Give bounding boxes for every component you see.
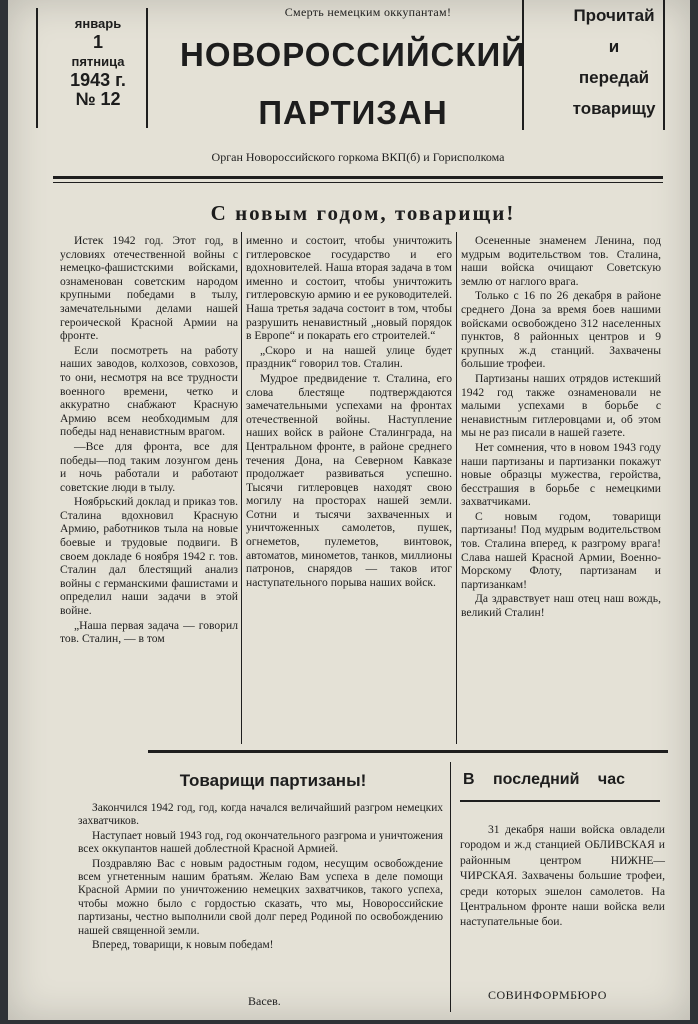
- date-day: 1: [92, 32, 103, 52]
- main-article-column-1: [60, 234, 238, 647]
- masthead-bottom-rule: [53, 176, 663, 179]
- paragraph: Партизаны наших отрядов истекший 1942 год также ознаменовали не малыми успехами в борьбе с ненавистным гитлеровцами и, об этом мы не раз писали в нашей газете.: [461, 371, 661, 440]
- organ-subtitle: Орган Новороссийского горкома ВКП(б) и Горисполкома: [211, 150, 505, 164]
- date-year: 1943 г.: [70, 70, 126, 90]
- masthead-bottom-rule-thin: [53, 182, 663, 183]
- main-article-column-3: [461, 234, 661, 621]
- paragraph: Поздравляю Вас с новым радостным годом, несущим освобождение всем угнетенным нашим братьям. Желаю Вам успеха в деле помощи Красной Армии по уничтожению немецких захватчиков, такого успеха, чтобы можно было с гордостью сказать, что мы, Новороссийские партизаны, честно выполнили свой долг перед Родиной по освобождению нашей священной земли.: [78, 857, 443, 937]
- newspaper-title-line1: НОВОРОССИЙСКИЙ: [180, 36, 526, 73]
- newspaper-page: [8, 0, 690, 1020]
- last-hour-headline: В последний час: [463, 771, 625, 788]
- paragraph: Наступает новый 1943 год, год окончательного разгрома и уничтожения всех оккупантов нашей доблестной Красной Армией.: [78, 829, 443, 856]
- paragraph: „Скоро и на нашей улице будет праздник“ говорил тов. Сталин.: [246, 343, 452, 371]
- paragraph: 31 декабря наши войска овладели городом и ж.д станцией ОБЛИВСКАЯ и районным центром НИЖНЕ—ЧИРСКАЯ. Захвачены большие трофеи, среди которых эшелон самолетов. На Центральном фронте наши войска вели наступательные бои.: [460, 823, 665, 929]
- paragraph: Истек 1942 год. Этот год, в условиях отечественной войны с немецко-фашистскими войсками, ознаменован советским народом крупными победами в тылу, замечательными делами нашей героической Красной Армии на фронте.: [60, 234, 238, 343]
- newspaper-title-line2: ПАРТИЗАН: [258, 94, 448, 131]
- date-month: январь: [74, 16, 122, 31]
- partisans-signature: Васев.: [248, 994, 281, 1008]
- pass-on-line4: товарищу: [572, 99, 656, 118]
- pass-on-line3: передай: [578, 68, 650, 87]
- date-block: [48, 14, 148, 109]
- section-rule: [148, 750, 668, 753]
- column-divider: [450, 762, 451, 1012]
- paragraph: Если посмотреть на работу наших заводов, колхозов, совхозов, то они, несмотря на все трудности военного времени, четко и аккуратно снабжают Красную Армию всем необходимым для победы над ненавистным врагом.: [60, 343, 238, 439]
- paragraph: Закончился 1942 год, год, когда начался величайший разгром немецких захватчиков.: [78, 802, 443, 828]
- column-divider: [241, 232, 242, 744]
- masthead-left-rule: [36, 8, 38, 128]
- paragraph: именно и состоит, чтобы уничтожить гитлеровское государство и его вдохновителей. Наша вторая задача в том именно и состоит, чтобы уничтожить гитлеровскую армию и ее руководителей. Наша третья задача состоит в том, чтобы разрушить ненавистный „новый порядок в Европе“ и покарать его строителей.“: [246, 234, 452, 343]
- column-divider: [456, 232, 457, 744]
- paragraph: С новым годом, товарищи партизаны! Под мудрым водительством тов. Сталина вперед, к разгрому врага! Слава нашей Красной Армии, Военно-Морскому Флоту, партизанам и партизанкам!: [461, 509, 661, 591]
- paragraph: Нет сомнения, что в новом 1943 году наши партизаны и партизанки покажут новые образцы мужества, геройства, бесстрашия в борьбе с немецкими захватчиками.: [461, 440, 661, 509]
- paragraph: „Наша первая задача — говорил тов. Сталин, — в том: [60, 618, 238, 646]
- last-hour-rule: [460, 800, 660, 802]
- paragraph: Ноябрьский доклад и приказ тов. Сталина вдохновил Красную Армию, работников тыла на новые боевые и трудовые подвиги. В своем докладе 6 ноября 1942 г. тов. Сталин дал блестящий анализ войны с германскими фашистами и определил наши задачи в этой войне.: [60, 495, 238, 618]
- partisans-headline: Товарищи партизаны!: [179, 771, 367, 790]
- paragraph: Да здравствует наш отец наш вождь, великий Сталин!: [461, 592, 661, 620]
- issue-number: № 12: [75, 89, 121, 109]
- paragraph: —Все для фронта, все для победы—под таким лозунгом день и ночь работали и работают советские люди в тылу.: [60, 439, 238, 494]
- pass-on-line2: и: [608, 37, 620, 56]
- main-article-column-2: [246, 234, 452, 590]
- paragraph: Мудрое предвидение т. Сталина, его слова блестяще подтверждаются замечательными успехами на фронтах отечественной войны. Наступление наших войск в районе Сталинграда, на Центральном фронте, в районе среднего течения Дона, на Северном Кавказе продолжает развиваться успешно. Тысячи гитлеровцев находят свою могилу на просторах нашей земли. Сотни и тысячи захваченных и уничтоженных самолетов, пушек, огнеметов, пулеметов, винтовок, автоматов, минометов, танков, миллионы патронов, снарядов — таков итог наступательного порыва наших войск.: [246, 371, 452, 589]
- partisans-article-body: [78, 802, 443, 953]
- date-weekday: пятница: [71, 54, 125, 69]
- motto: Смерть немецким оккупантам!: [284, 5, 452, 19]
- last-hour-signature: СОВИНФОРМБЮРО: [488, 988, 607, 1002]
- paragraph: Только с 16 по 26 декабря в районе среднего Дона за время боев нашими войсками освобождено 312 населенных пунктов, 8 районных центров и 9 крупных ж.д станций. Захвачены большие трофеи.: [461, 289, 661, 371]
- last-hour-body: [460, 822, 665, 931]
- pass-on-note: [561, 0, 667, 124]
- pass-on-line1: Прочитай: [573, 6, 655, 25]
- main-headline: С новым годом, товарищи!: [210, 201, 516, 225]
- paragraph: Осененные знаменем Ленина, под мудрым водительством тов. Сталина, наши войска очищают Советскую землю от наглого врага.: [461, 234, 661, 288]
- paragraph: Вперед, товарищи, к новым победам!: [92, 939, 274, 952]
